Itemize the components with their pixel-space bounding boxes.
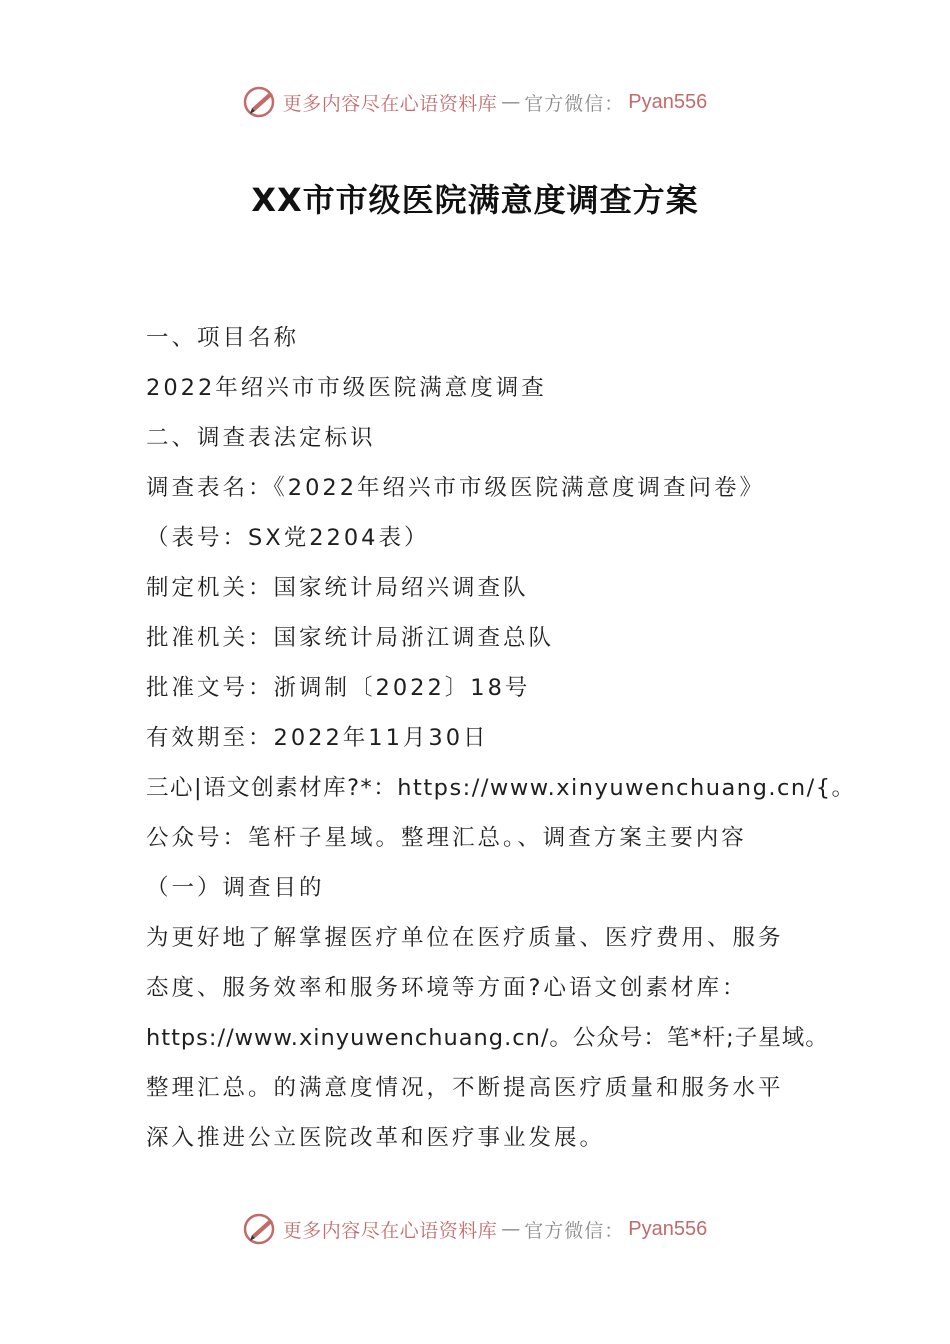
header-banner xyxy=(0,84,950,120)
page-title: XX市市级医院满意度调查方案 xyxy=(251,181,699,219)
text-line: 态度、服务效率和服务环境等方面?心语文创素材库： xyxy=(146,975,748,1001)
text-line: 深入推进公立医院改革和医疗事业发展。 xyxy=(146,1125,606,1151)
document-body xyxy=(146,313,856,1163)
text-line: 一、项目名称 xyxy=(146,325,300,351)
text-line: 制定机关：国家统计局绍兴调查队 xyxy=(146,575,529,601)
text-line: https://www.xinyuwenchuang.cn/。公众号：笔*杆;子星域。 xyxy=(146,1025,829,1051)
footer-banner xyxy=(0,1211,950,1247)
banner-main-text: 更多内容尽在心语资料库 xyxy=(282,92,498,115)
banner-wechat-id: Pyan556 xyxy=(628,1217,708,1240)
text-line: 为更好地了解掌握医疗单位在医疗质量、医疗费用、服务 xyxy=(146,925,784,951)
text-line: 调查表名：《2022年绍兴市市级医院满意度调查问卷》 xyxy=(146,475,766,501)
banner-main-text: 更多内容尽在心语资料库 xyxy=(282,1219,498,1242)
text-line: 整理汇总。的满意度情况，不断提高医疗质量和服务水平 xyxy=(146,1075,784,1101)
pen-logo-icon xyxy=(243,1211,279,1247)
banner-label: 官方微信： xyxy=(524,1219,625,1242)
text-line: （表号：SX党2204表） xyxy=(146,525,430,551)
banner-label: 官方微信： xyxy=(524,92,625,115)
text-line: 批准文号：浙调制〔2022〕18号 xyxy=(146,675,531,701)
text-line: 二、调查表法定标识 xyxy=(146,425,376,451)
text-line: 公众号：笔杆子星域。整理汇总。、调查方案主要内容 xyxy=(146,825,747,851)
banner-dash: — xyxy=(501,1218,521,1240)
text-line: 批准机关：国家统计局浙江调查总队 xyxy=(146,625,555,651)
banner-dash: — xyxy=(501,91,521,113)
text-line: 2022年绍兴市市级医院满意度调查 xyxy=(146,375,547,401)
pen-logo-icon xyxy=(243,84,279,120)
text-line: （一）调查目的 xyxy=(146,875,325,901)
banner-wechat-id: Pyan556 xyxy=(628,90,708,113)
text-line: 有效期至：2022年11月30日 xyxy=(146,725,489,751)
text-line: 三心|语文创素材库?*：https://www.xinyuwenchuang.cn/{。 xyxy=(146,775,856,801)
